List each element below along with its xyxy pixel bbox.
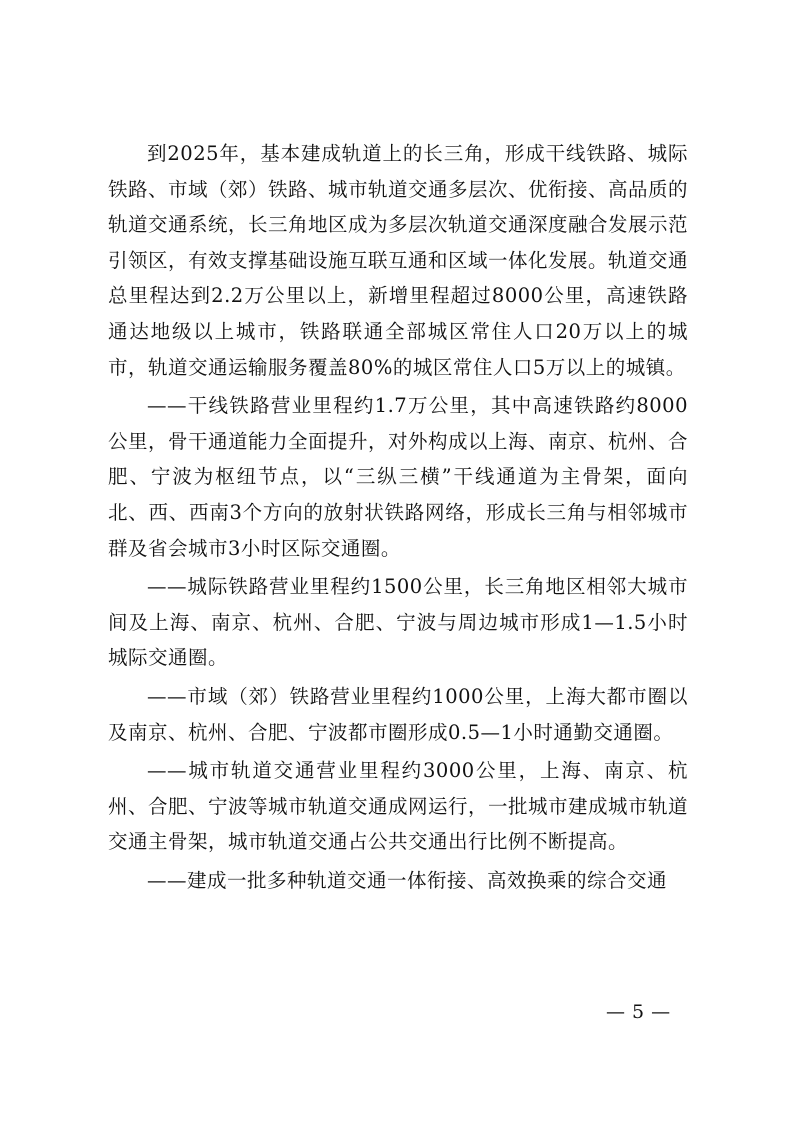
paragraph-trunk-railway: ——干线铁路营业里程约1.7万公里，其中高速铁路约8000公里，骨干通道能力全面提升，对外构成以上海、南京、杭州、合肥、宁波为枢纽节点，以“三纵三横”干线通道为主骨架，面向北、西、西南3个方向的放射状铁路网络，形成长三角与相邻城市群及省会城市3小时区际交通圈。 (108, 394, 689, 560)
paragraph-suburban-railway: ——市域（郊）铁路营业里程约1000公里，上海大都市圈以及南京、杭州、合肥、宁波都市圈形成0.5—1小时通勤交通圈。 (108, 684, 688, 744)
paragraph-2025-goals: 到2025年，基本建成轨道上的长三角，形成干线铁路、城际铁路、市域（郊）铁路、城市轨道交通多层次、优衔接、高品质的轨道交通系统，长三角地区成为多层次轨道交通深度融合发展示范引领区，有效支撑基础设施互联互通和区域一体化发展。轨道交通总里程达到2.2万公里以上，新增里程超过8000公里，高速铁路通达地级以上城市，铁路联通全部城区常住人口20万以上的城市，轨道交通运输服务覆盖80%的城区常住人口5万以上的城镇。 (108, 142, 689, 379)
paragraph-intercity-railway: ——城际铁路营业里程约1500公里，长三角地区相邻大城市间及上海、南京、杭州、合肥、宁波与周边城市形成1—1.5小时城际交通圈。 (108, 575, 688, 670)
page-number: — 5 — (606, 1001, 671, 1023)
paragraph-integrated-hubs: ——建成一批多种轨道交通一体衔接、高效换乘的综合交通 (147, 868, 668, 892)
paragraph-urban-rail-transit: ——城市轨道交通营业里程约3000公里，上海、南京、杭州、合肥、宁波等城市轨道交通成网运行，一批城市建成城市轨道交通主骨架，城市轨道交通占公共交通出行比例不断提高。 (108, 759, 689, 854)
document-body (108, 136, 688, 898)
